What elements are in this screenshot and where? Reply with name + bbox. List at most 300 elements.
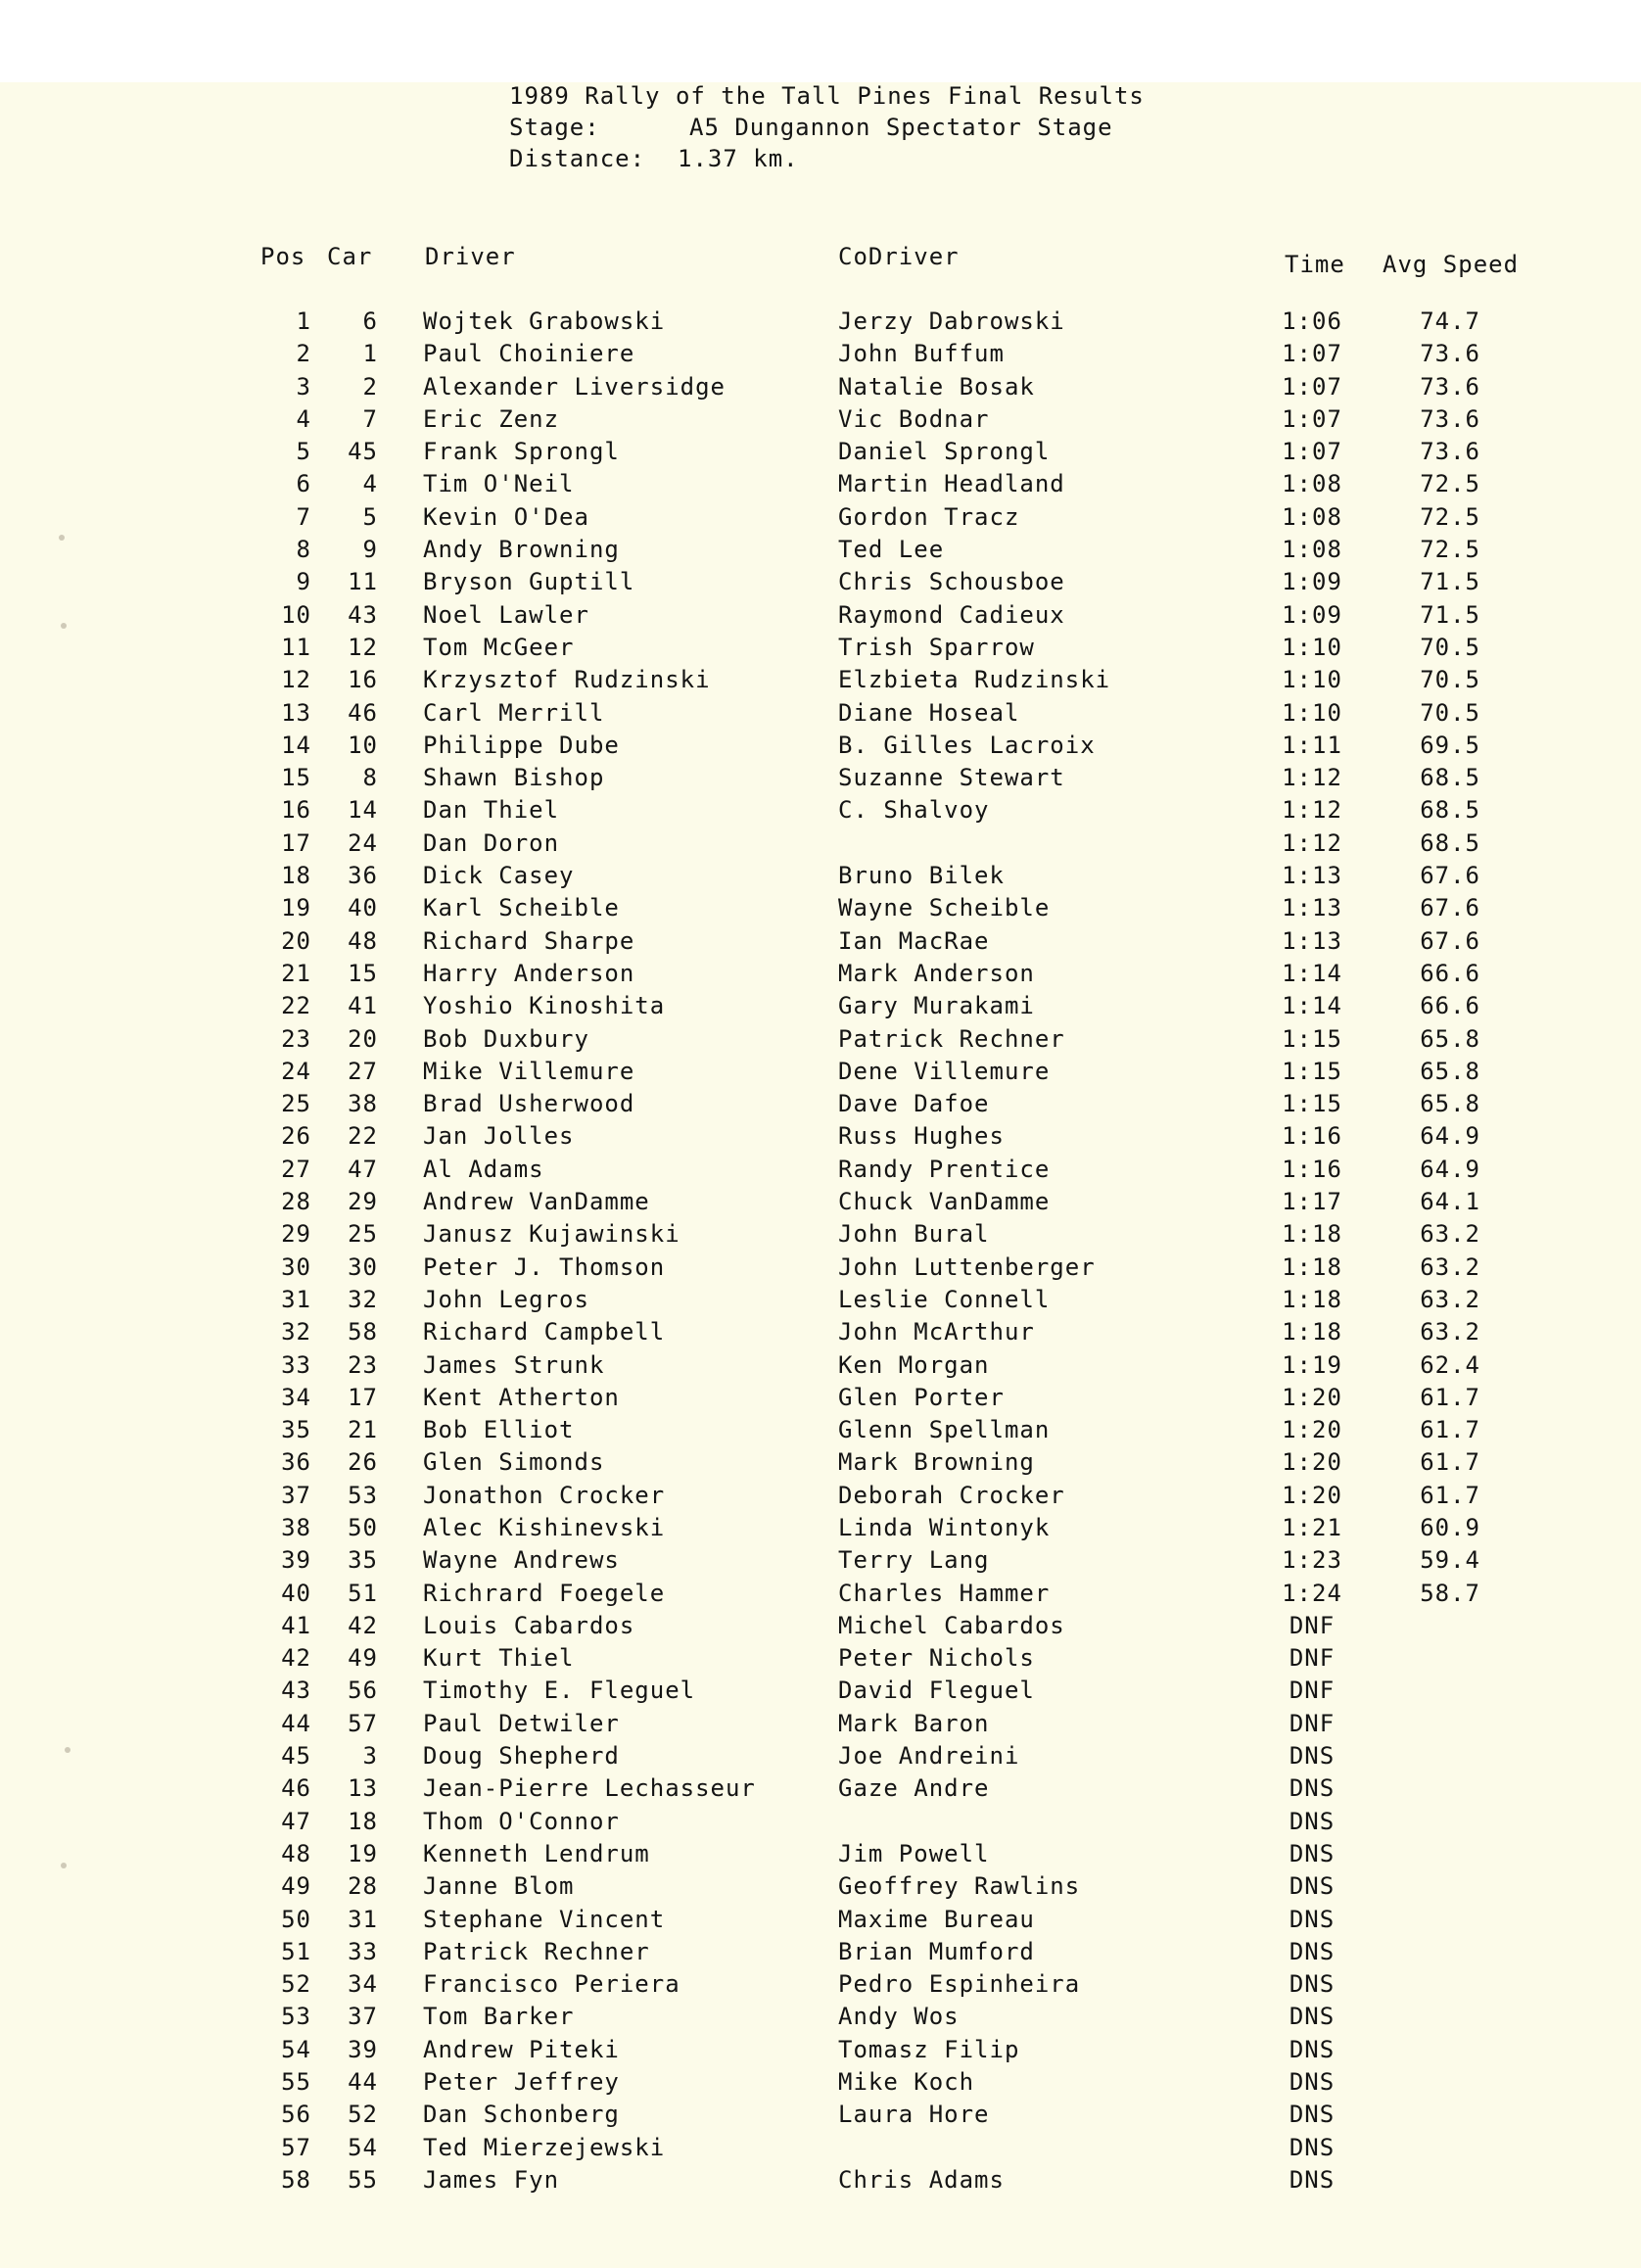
time-cell: 1:15: [1282, 1024, 1342, 1053]
avg-speed-cell: 68.5: [1420, 764, 1480, 792]
car-cell: 27: [348, 1057, 378, 1085]
table-row: [0, 925, 1641, 958]
table-row: [0, 1349, 1641, 1382]
pos-cell: 9: [296, 568, 311, 596]
codriver-cell: David Fleguel: [838, 1677, 1035, 1705]
pos-cell: 26: [281, 1122, 311, 1151]
time-cell: 1:07: [1282, 404, 1342, 433]
avg-speed-cell: 64.9: [1420, 1155, 1480, 1183]
driver-cell: Kurt Thiel: [423, 1644, 575, 1673]
time-cell: 1:21: [1282, 1513, 1342, 1541]
codriver-cell: Vic Bodnar: [838, 404, 990, 433]
table-row: [0, 2132, 1641, 2164]
car-cell: 8: [362, 764, 378, 792]
time-cell: DNS: [1289, 1807, 1336, 1835]
driver-cell: Dan Schonberg: [423, 2101, 620, 2129]
time-cell: DNS: [1289, 1774, 1336, 1803]
avg-speed-cell: 72.5: [1420, 502, 1480, 531]
codriver-cell: Gordon Tracz: [838, 502, 1020, 531]
driver-cell: Thom O'Connor: [423, 1807, 620, 1835]
pos-cell: 12: [281, 666, 311, 694]
table-row: [0, 1870, 1641, 1903]
time-cell: DNS: [1289, 1839, 1336, 1867]
codriver-cell: Laura Hore: [838, 2101, 990, 2129]
table-row: [0, 1610, 1641, 1642]
time-cell: DNS: [1289, 2035, 1336, 2063]
codriver-cell: Dave Dafoe: [838, 1090, 990, 1118]
pos-cell: 5: [296, 438, 311, 466]
car-cell: 30: [348, 1252, 378, 1281]
time-cell: 1:15: [1282, 1057, 1342, 1085]
avg-speed-cell: 65.8: [1420, 1090, 1480, 1118]
pos-cell: 36: [281, 1448, 311, 1477]
pos-cell: 49: [281, 1872, 311, 1901]
avg-speed-cell: 74.7: [1420, 307, 1480, 335]
driver-cell: Dick Casey: [423, 862, 575, 890]
pos-cell: 53: [281, 2003, 311, 2031]
driver-cell: Doug Shepherd: [423, 1742, 620, 1771]
avg-speed-cell: 67.6: [1420, 862, 1480, 890]
time-cell: 1:18: [1282, 1285, 1342, 1313]
driver-cell: Louis Cabardos: [423, 1611, 635, 1639]
table-row: [0, 1675, 1641, 1707]
time-cell: 1:07: [1282, 340, 1342, 368]
driver-cell: Karl Scheible: [423, 894, 620, 922]
car-cell: 52: [348, 2101, 378, 2129]
car-cell: 32: [348, 1285, 378, 1313]
avg-speed-cell: 64.1: [1420, 1188, 1480, 1216]
car-cell: 49: [348, 1644, 378, 1673]
codriver-cell: Wayne Scheible: [838, 894, 1051, 922]
codriver-cell: John Bural: [838, 1220, 990, 1249]
codriver-cell: Geoffrey Rawlins: [838, 1872, 1081, 1901]
table-row: [0, 501, 1641, 534]
results-header: [509, 80, 1145, 174]
codriver-cell: Ian MacRae: [838, 926, 990, 955]
avg-speed-cell: 63.2: [1420, 1318, 1480, 1347]
codriver-cell: Jim Powell: [838, 1839, 990, 1867]
time-cell: DNS: [1289, 1970, 1336, 1999]
car-cell: 13: [348, 1774, 378, 1803]
car-cell: 50: [348, 1513, 378, 1541]
car-cell: 37: [348, 2003, 378, 2031]
car-cell: 57: [348, 1709, 378, 1737]
time-cell: 1:23: [1282, 1546, 1342, 1575]
time-cell: 1:13: [1282, 862, 1342, 890]
time-cell: 1:17: [1282, 1188, 1342, 1216]
avg-speed-cell: 68.5: [1420, 828, 1480, 857]
table-row: [0, 1806, 1641, 1838]
driver-cell: Andy Browning: [423, 536, 620, 564]
time-cell: 1:06: [1282, 307, 1342, 335]
codriver-cell: John Luttenberger: [838, 1252, 1096, 1281]
distance-line: [509, 143, 1145, 174]
car-cell: 48: [348, 926, 378, 955]
pos-cell: 28: [281, 1188, 311, 1216]
avg-speed-cell: 66.6: [1420, 959, 1480, 987]
avg-speed-cell: 63.2: [1420, 1252, 1480, 1281]
car-cell: 20: [348, 1024, 378, 1053]
table-row: [0, 1480, 1641, 1512]
car-cell: 53: [348, 1481, 378, 1509]
driver-cell: Andrew VanDamme: [423, 1188, 650, 1216]
avg-speed-cell: 67.6: [1420, 926, 1480, 955]
codriver-cell: B. Gilles Lacroix: [838, 731, 1096, 759]
codriver-cell: Russ Hughes: [838, 1122, 1005, 1151]
time-cell: 1:10: [1282, 633, 1342, 661]
time-cell: 1:20: [1282, 1481, 1342, 1509]
avg-speed-cell: 73.6: [1420, 372, 1480, 401]
time-cell: DNF: [1289, 1709, 1336, 1737]
table-row: [0, 860, 1641, 892]
driver-cell: Philippe Dube: [423, 731, 620, 759]
time-cell: 1:18: [1282, 1252, 1342, 1281]
time-cell: 1:16: [1282, 1122, 1342, 1151]
pos-cell: 14: [281, 731, 311, 759]
avg-speed-cell: 61.7: [1420, 1448, 1480, 1477]
pos-cell: 34: [281, 1383, 311, 1411]
codriver-cell: Gaze Andre: [838, 1774, 990, 1803]
car-cell: 35: [348, 1546, 378, 1575]
time-cell: DNS: [1289, 2101, 1336, 2129]
driver-cell: Timothy E. Fleguel: [423, 1677, 696, 1705]
codriver-cell: Bruno Bilek: [838, 862, 1005, 890]
codriver-cell: Linda Wintonyk: [838, 1513, 1051, 1541]
table-row: [0, 2164, 1641, 2197]
pos-cell: 19: [281, 894, 311, 922]
table-row: [0, 1154, 1641, 1186]
driver-cell: Eric Zenz: [423, 404, 560, 433]
codriver-cell: Trish Sparrow: [838, 633, 1035, 661]
driver-cell: Krzysztof Rudzinski: [423, 666, 711, 694]
avg-speed-cell: 73.6: [1420, 438, 1480, 466]
car-cell: 16: [348, 666, 378, 694]
pos-cell: 55: [281, 2068, 311, 2097]
pos-cell: 11: [281, 633, 311, 661]
car-cell: 19: [348, 1839, 378, 1867]
codriver-cell: Leslie Connell: [838, 1285, 1051, 1313]
pos-cell: 6: [296, 470, 311, 498]
avg-speed-cell: 61.7: [1420, 1481, 1480, 1509]
pos-cell: 35: [281, 1416, 311, 1444]
pos-cell: 57: [281, 2133, 311, 2161]
table-row: [0, 1544, 1641, 1577]
avg-speed-cell: 63.2: [1420, 1220, 1480, 1249]
pos-cell: 45: [281, 1742, 311, 1771]
codriver-cell: Suzanne Stewart: [838, 764, 1065, 792]
pos-cell: 50: [281, 1905, 311, 1933]
time-cell: 1:09: [1282, 600, 1342, 629]
table-row: [0, 1936, 1641, 1968]
time-cell: 1:20: [1282, 1448, 1342, 1477]
pos-cell: 31: [281, 1285, 311, 1313]
car-cell: 47: [348, 1155, 378, 1183]
pos-cell: 15: [281, 764, 311, 792]
pos-cell: 17: [281, 828, 311, 857]
avg-speed-cell: 71.5: [1420, 568, 1480, 596]
codriver-cell: John McArthur: [838, 1318, 1035, 1347]
driver-cell: Wayne Andrews: [423, 1546, 620, 1575]
driver-cell: Richard Sharpe: [423, 926, 635, 955]
driver-cell: Tom Barker: [423, 2003, 575, 2031]
table-row: [0, 1838, 1641, 1870]
pos-cell: 18: [281, 862, 311, 890]
car-cell: 46: [348, 698, 378, 727]
pos-cell: 10: [281, 600, 311, 629]
avg-speed-cell: 61.7: [1420, 1383, 1480, 1411]
time-cell: DNS: [1289, 2003, 1336, 2031]
pos-cell: 27: [281, 1155, 311, 1183]
codriver-cell: Chris Adams: [838, 2165, 1005, 2194]
driver-cell: Jean-Pierre Lechasseur: [423, 1774, 756, 1803]
table-row: [0, 1088, 1641, 1120]
driver-cell: Kevin O'Dea: [423, 502, 589, 531]
table-row: [0, 1023, 1641, 1056]
car-cell: 36: [348, 862, 378, 890]
time-cell: 1:07: [1282, 372, 1342, 401]
table-row: [0, 1316, 1641, 1348]
table-row: [0, 1382, 1641, 1414]
driver-cell: Al Adams: [423, 1155, 544, 1183]
avg-speed-cell: 71.5: [1420, 600, 1480, 629]
car-cell: 42: [348, 1611, 378, 1639]
avg-speed-cell: 59.4: [1420, 1546, 1480, 1575]
driver-cell: Richrard Foegele: [423, 1579, 666, 1607]
car-cell: 56: [348, 1677, 378, 1705]
driver-cell: Peter Jeffrey: [423, 2068, 620, 2097]
table-row: [0, 2034, 1641, 2066]
driver-cell: Tom McGeer: [423, 633, 575, 661]
driver-cell: Bob Elliot: [423, 1416, 575, 1444]
codriver-cell: Michel Cabardos: [838, 1611, 1065, 1639]
results-title: 1989 Rally of the Tall Pines Final Results: [509, 82, 1145, 110]
column-header-codriver: CoDriver: [838, 243, 960, 270]
car-cell: 29: [348, 1188, 378, 1216]
time-cell: 1:18: [1282, 1318, 1342, 1347]
time-cell: DNS: [1289, 1872, 1336, 1901]
pos-cell: 29: [281, 1220, 311, 1249]
pos-cell: 51: [281, 1937, 311, 1965]
pos-cell: 20: [281, 926, 311, 955]
avg-speed-cell: 63.2: [1420, 1285, 1480, 1313]
pos-cell: 13: [281, 698, 311, 727]
pos-cell: 1: [296, 307, 311, 335]
car-cell: 55: [348, 2165, 378, 2194]
car-cell: 11: [348, 568, 378, 596]
car-cell: 33: [348, 1937, 378, 1965]
pos-cell: 7: [296, 502, 311, 531]
pos-cell: 46: [281, 1774, 311, 1803]
driver-cell: Paul Choiniere: [423, 340, 635, 368]
pos-cell: 37: [281, 1481, 311, 1509]
table-row: [0, 794, 1641, 827]
car-cell: 41: [348, 992, 378, 1020]
time-cell: 1:12: [1282, 796, 1342, 825]
avg-speed-cell: 69.5: [1420, 731, 1480, 759]
table-row: [0, 1218, 1641, 1251]
car-cell: 31: [348, 1905, 378, 1933]
time-cell: 1:10: [1282, 698, 1342, 727]
avg-speed-cell: 70.5: [1420, 698, 1480, 727]
pos-cell: 52: [281, 1970, 311, 1999]
codriver-cell: Gary Murakami: [838, 992, 1035, 1020]
codriver-cell: Brian Mumford: [838, 1937, 1035, 1965]
driver-cell: Janne Blom: [423, 1872, 575, 1901]
pos-cell: 43: [281, 1677, 311, 1705]
table-row: [0, 468, 1641, 500]
codriver-cell: Mark Anderson: [838, 959, 1035, 987]
car-cell: 18: [348, 1807, 378, 1835]
time-cell: 1:09: [1282, 568, 1342, 596]
driver-cell: James Strunk: [423, 1350, 605, 1379]
codriver-cell: Glenn Spellman: [838, 1416, 1051, 1444]
table-row: [0, 664, 1641, 696]
pos-cell: 21: [281, 959, 311, 987]
time-cell: 1:16: [1282, 1155, 1342, 1183]
table-row: [0, 338, 1641, 370]
codriver-cell: Chuck VanDamme: [838, 1188, 1051, 1216]
pos-cell: 48: [281, 1839, 311, 1867]
time-cell: DNF: [1289, 1677, 1336, 1705]
pos-cell: 3: [296, 372, 311, 401]
codriver-cell: C. Shalvoy: [838, 796, 990, 825]
stage-value: A5 Dungannon Spectator Stage: [689, 114, 1113, 141]
driver-cell: Jonathon Crocker: [423, 1481, 666, 1509]
table-row: [0, 2001, 1641, 2033]
time-cell: 1:24: [1282, 1579, 1342, 1607]
driver-cell: Wojtek Grabowski: [423, 307, 666, 335]
table-row: [0, 1284, 1641, 1316]
table-row: [0, 730, 1641, 762]
car-cell: 7: [362, 404, 378, 433]
driver-cell: Paul Detwiler: [423, 1709, 620, 1737]
avg-speed-cell: 73.6: [1420, 340, 1480, 368]
table-row: [0, 1708, 1641, 1740]
avg-speed-cell: 67.6: [1420, 894, 1480, 922]
pos-cell: 16: [281, 796, 311, 825]
table-row: [0, 566, 1641, 598]
pos-cell: 38: [281, 1513, 311, 1541]
pos-cell: 40: [281, 1579, 311, 1607]
driver-cell: John Legros: [423, 1285, 589, 1313]
pos-cell: 30: [281, 1252, 311, 1281]
time-cell: DNF: [1289, 1611, 1336, 1639]
car-cell: 24: [348, 828, 378, 857]
stage-label: Stage:: [509, 114, 600, 141]
time-cell: 1:14: [1282, 959, 1342, 987]
driver-cell: Kent Atherton: [423, 1383, 620, 1411]
codriver-cell: Maxime Bureau: [838, 1905, 1035, 1933]
codriver-cell: Raymond Cadieux: [838, 600, 1065, 629]
car-cell: 15: [348, 959, 378, 987]
driver-cell: Bryson Guptill: [423, 568, 635, 596]
table-row: [0, 632, 1641, 664]
avg-speed-cell: 61.7: [1420, 1416, 1480, 1444]
codriver-cell: Ken Morgan: [838, 1350, 990, 1379]
driver-cell: Dan Thiel: [423, 796, 560, 825]
pos-cell: 47: [281, 1807, 311, 1835]
pos-cell: 22: [281, 992, 311, 1020]
codriver-cell: Jerzy Dabrowski: [838, 307, 1065, 335]
time-cell: 1:08: [1282, 536, 1342, 564]
codriver-cell: Charles Hammer: [838, 1579, 1051, 1607]
avg-speed-cell: 72.5: [1420, 470, 1480, 498]
codriver-cell: Diane Hoseal: [838, 698, 1020, 727]
table-row: [0, 1252, 1641, 1284]
driver-cell: Carl Merrill: [423, 698, 605, 727]
driver-cell: Harry Anderson: [423, 959, 635, 987]
codriver-cell: Tomasz Filip: [838, 2035, 1020, 2063]
car-cell: 6: [362, 307, 378, 335]
table-row: [0, 827, 1641, 860]
column-header-car: Car: [327, 243, 373, 270]
codriver-cell: Natalie Bosak: [838, 372, 1035, 401]
time-cell: DNS: [1289, 2068, 1336, 2097]
car-cell: 54: [348, 2133, 378, 2161]
codriver-cell: Chris Schousboe: [838, 568, 1065, 596]
table-row: [0, 403, 1641, 436]
car-cell: 4: [362, 470, 378, 498]
table-row: [0, 1968, 1641, 2001]
car-cell: 58: [348, 1318, 378, 1347]
codriver-cell: John Buffum: [838, 340, 1005, 368]
car-cell: 51: [348, 1579, 378, 1607]
driver-cell: Bob Duxbury: [423, 1024, 589, 1053]
driver-cell: Brad Usherwood: [423, 1090, 635, 1118]
car-cell: 3: [362, 1742, 378, 1771]
car-cell: 43: [348, 600, 378, 629]
driver-cell: Andrew Piteki: [423, 2035, 620, 2063]
distance-value: 1.37 km.: [678, 145, 799, 172]
table-row: [0, 1772, 1641, 1805]
table-row: [0, 1642, 1641, 1675]
codriver-cell: Mark Browning: [838, 1448, 1035, 1477]
avg-speed-cell: 64.9: [1420, 1122, 1480, 1151]
car-cell: 14: [348, 796, 378, 825]
time-cell: 1:18: [1282, 1220, 1342, 1249]
car-cell: 12: [348, 633, 378, 661]
time-cell: 1:12: [1282, 764, 1342, 792]
codriver-cell: Mike Koch: [838, 2068, 975, 2097]
driver-cell: Jan Jolles: [423, 1122, 575, 1151]
table-row: [0, 1512, 1641, 1544]
driver-cell: Patrick Rechner: [423, 1937, 650, 1965]
pos-cell: 2: [296, 340, 311, 368]
driver-cell: Francisco Periera: [423, 1970, 680, 1999]
column-header-driver: Driver: [425, 243, 516, 270]
driver-cell: Kenneth Lendrum: [423, 1839, 650, 1867]
driver-cell: James Fyn: [423, 2165, 560, 2194]
pos-cell: 56: [281, 2101, 311, 2129]
car-cell: 10: [348, 731, 378, 759]
avg-speed-cell: 70.5: [1420, 666, 1480, 694]
codriver-cell: Pedro Espinheira: [838, 1970, 1081, 1999]
car-cell: 9: [362, 536, 378, 564]
codriver-cell: Randy Prentice: [838, 1155, 1051, 1183]
table-row: [0, 2099, 1641, 2131]
table-row: [0, 1414, 1641, 1446]
time-cell: 1:13: [1282, 894, 1342, 922]
codriver-cell: Andy Wos: [838, 2003, 960, 2031]
codriver-cell: Joe Andreini: [838, 1742, 1020, 1771]
codriver-cell: Terry Lang: [838, 1546, 990, 1575]
driver-cell: Alexander Liversidge: [423, 372, 726, 401]
pos-cell: 39: [281, 1546, 311, 1575]
table-row: [0, 990, 1641, 1022]
car-cell: 2: [362, 372, 378, 401]
pos-cell: 32: [281, 1318, 311, 1347]
avg-speed-cell: 65.8: [1420, 1024, 1480, 1053]
